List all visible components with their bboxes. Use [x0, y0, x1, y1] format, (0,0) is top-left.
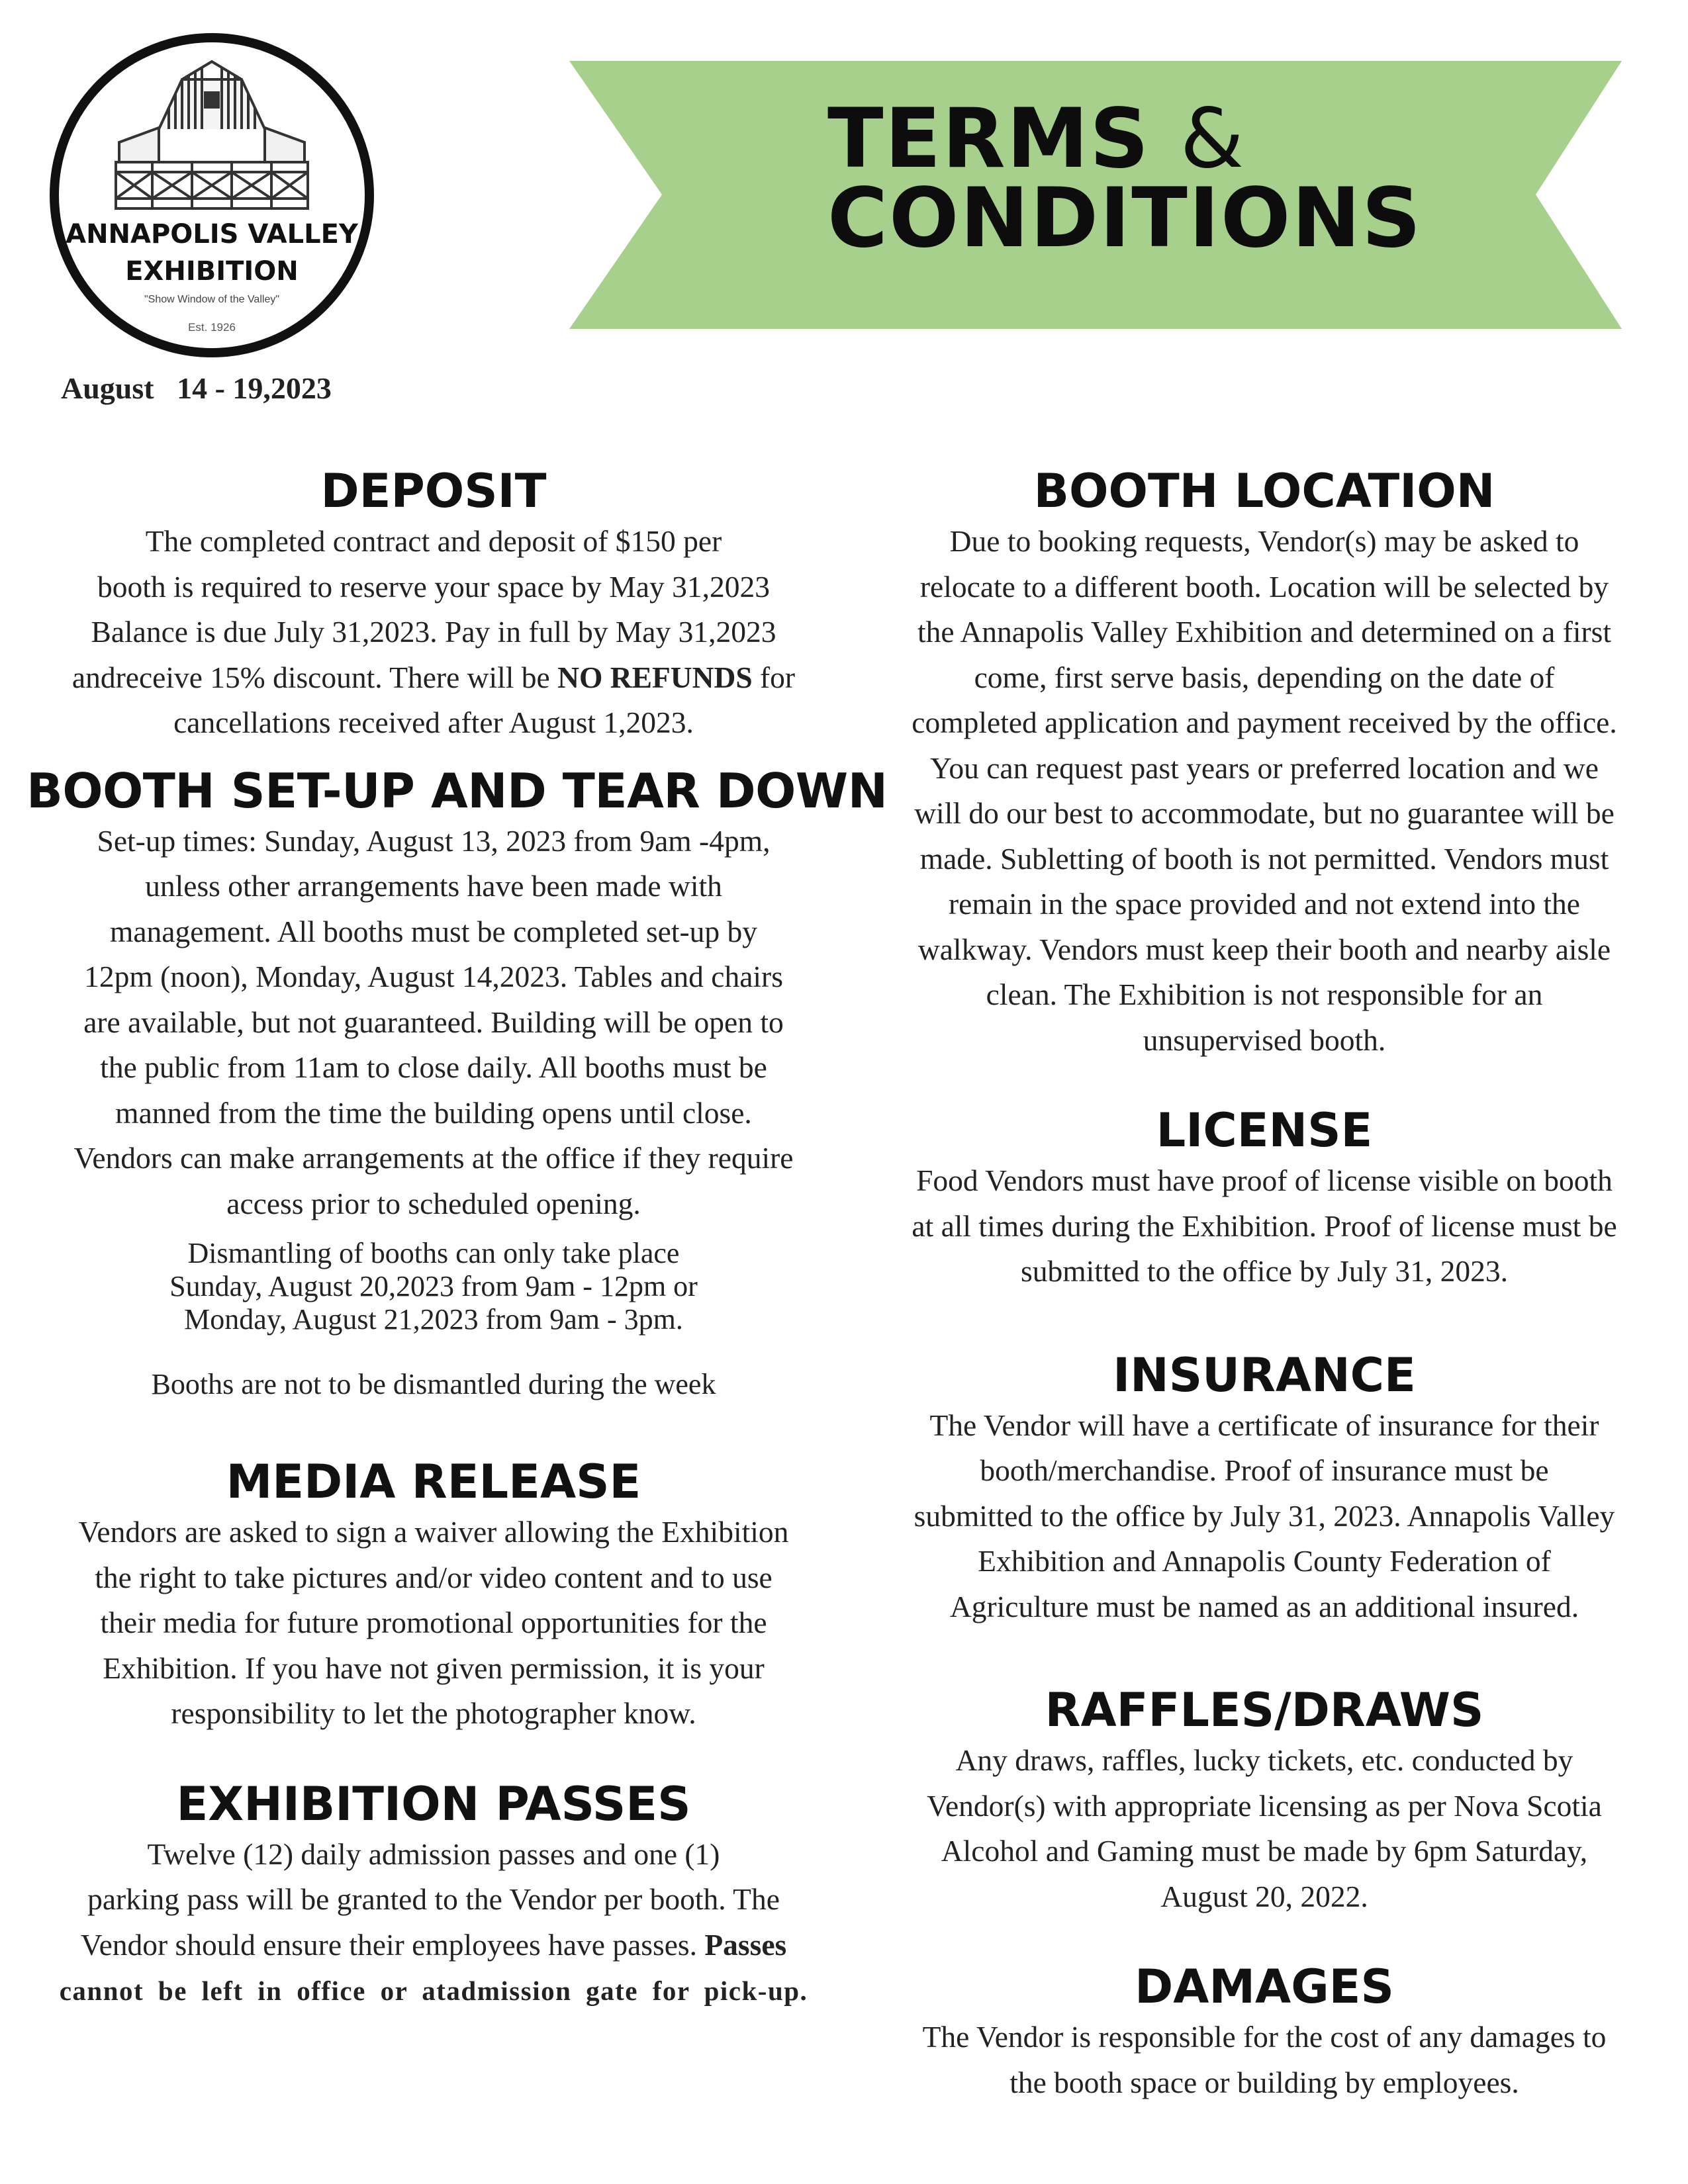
text-line: submitted to the office by July 31, 2023.: [1021, 1254, 1508, 1288]
text-line: relocate to a different booth. Location will be selected by: [919, 569, 1609, 604]
section-exhibition-passes: [26, 1776, 841, 2014]
text-line: Balance is due July 31,2023. Pay in full by May 31,2023: [91, 615, 776, 649]
text-line: Alcohol and Gaming must be made by 6pm Saturday,: [941, 1834, 1588, 1868]
text-line: manned from the time the building opens until close.: [115, 1095, 752, 1130]
title-ampersand: &: [1180, 91, 1246, 187]
text-line: The Vendor is responsible for the cost of any damages to: [922, 2020, 1607, 2054]
text-line: cancellations received after August 1,2023.: [173, 705, 694, 739]
event-dates: August 14 - 19,2023: [61, 371, 332, 405]
passes-emphasis: Passes: [704, 1927, 787, 1962]
section-title-raffles-draws: RAFFLES/DRAWS: [1045, 1683, 1484, 1737]
section-body-setup: [26, 819, 841, 1227]
text-line: the right to take pictures and/or video content and to use: [95, 1560, 773, 1594]
text-line: andreceive 15% discount. There will be: [71, 660, 558, 694]
logo-tagline: "Show Window of the Valley": [144, 294, 280, 305]
text-line: The Vendor will have a certificate of insurance for their: [929, 1408, 1599, 1442]
text-line: walkway. Vendors must keep their booth and nearby aisle: [917, 932, 1611, 966]
section-title-media-release: MEDIA RELEASE: [226, 1455, 641, 1509]
left-column: [26, 463, 888, 2014]
section-title-deposit: DEPOSIT: [320, 464, 547, 518]
text-line: for: [752, 660, 796, 694]
text-line: Exhibition. If you have not given permission, it is your: [103, 1651, 765, 1685]
section-title-insurance: INSURANCE: [1113, 1347, 1416, 1402]
no-refunds-emphasis: NO REFUNDS: [557, 660, 753, 694]
section-body-raffles-draws: [867, 1738, 1662, 1919]
logo-name-line1: ANNAPOLIS VALLEY: [66, 219, 358, 250]
section-setup: [26, 762, 888, 1402]
text-line: the booth space or building by employees.: [1009, 2065, 1519, 2099]
text-line: at all times during the Exhibition. Proof of license must be: [912, 1208, 1617, 1243]
section-body-deposit: [26, 519, 841, 746]
text-line: Set-up times: Sunday, August 13, 2023 from 9am -4pm,: [97, 823, 771, 858]
section-raffles-draws: [867, 1682, 1662, 1919]
text-line: Agriculture must be named as an additional insured.: [949, 1589, 1579, 1623]
text-line: remain in the space provided and not extend into the: [949, 887, 1580, 921]
section-booth-location: [867, 463, 1662, 1063]
text-line: clean. The Exhibition is not responsible for an: [986, 978, 1543, 1011]
text-line: Any draws, raffles, lucky tickets, etc. conducted by: [955, 1743, 1573, 1777]
text-line: Exhibition and Annapolis County Federation of: [978, 1544, 1551, 1578]
section-damages: [867, 1959, 1662, 2105]
text-line: management. All booths must be completed set-up by: [109, 914, 758, 948]
text-line: You can request past years or preferred location and we: [930, 751, 1599, 785]
section-title-setup: BOOTH SET-UP AND TEAR DOWN: [26, 762, 888, 819]
text-line: unless other arrangements have been made with: [145, 869, 722, 903]
section-body-license: [867, 1158, 1662, 1295]
text-line: the public from 11am to close daily. All booths must be: [100, 1050, 767, 1084]
text-line: Monday, August 21,2023 from 9am - 3pm.: [184, 1303, 683, 1336]
section-license: [867, 1103, 1662, 1295]
section-deposit: [26, 463, 841, 746]
dismantle-note: [26, 1237, 841, 1336]
text-line: Sunday, August 20,2023 from 9am - 12pm or: [169, 1270, 698, 1302]
text-line: their media for future promotional opportunities for the: [100, 1606, 767, 1639]
text-line: Dismantling of booths can only take place: [187, 1237, 680, 1269]
text-line: come, first serve basis, depending on the date of: [974, 660, 1555, 694]
text-line: made. Subletting of booth is not permitted. Vendors must: [919, 841, 1609, 876]
passes-pickup-emphasis: cannot be left in office or atadmission gate for pick-up.: [59, 1976, 808, 2006]
text-line: the Annapolis Valley Exhibition and determined on a first: [917, 615, 1611, 649]
text-line: Vendors can make arrangements at the office if they require: [73, 1141, 794, 1175]
text-line: August 20, 2022.: [1160, 1879, 1368, 1913]
text-line: will do our best to accommodate, but no guarantee will be: [914, 796, 1615, 830]
section-title-license: LICENSE: [1156, 1103, 1373, 1158]
text-line: Food Vendors must have proof of license visible on booth: [916, 1163, 1613, 1197]
text-line: parking pass will be granted to the Vendor per booth. The: [87, 1882, 780, 1916]
text-line: submitted to the office by July 31, 2023. Annapolis Valley: [914, 1498, 1615, 1533]
logo-name-line2: EXHIBITION: [125, 256, 299, 287]
text-line: Vendors are asked to sign a waiver allowing the Exhibition: [78, 1515, 789, 1549]
section-body-exhibition-passes: [26, 1832, 841, 2014]
right-column: [867, 463, 1662, 2105]
title-word-terms: TERMS: [827, 91, 1150, 187]
text-line: booth is required to reserve your space by May 31,2023: [97, 569, 770, 604]
logo-established: Est. 1926: [188, 321, 236, 334]
section-body-booth-location: [867, 519, 1662, 1063]
text-line: are available, but not guaranteed. Building will be open to: [83, 1005, 784, 1039]
section-title-booth-location: BOOTH LOCATION: [1033, 464, 1495, 518]
text-line: completed application and payment received by the office.: [912, 705, 1617, 739]
text-line: The completed contract and deposit of $150 per: [145, 524, 722, 558]
section-insurance: [867, 1347, 1662, 1630]
page-title: [827, 91, 1423, 266]
section-body-damages: [867, 2015, 1662, 2105]
text-line: Twelve (12) daily admission passes and one (1): [147, 1837, 720, 1871]
text-line: Vendor(s) with appropriate licensing as per Nova Scotia: [927, 1788, 1602, 1823]
text-line: Due to booking requests, Vendor(s) may be asked to: [949, 524, 1579, 558]
text-line: access prior to scheduled opening.: [226, 1186, 641, 1220]
section-title-exhibition-passes: EXHIBITION PASSES: [176, 1776, 691, 1831]
text-line: unsupervised booth.: [1143, 1023, 1386, 1057]
week-dismantle-note: Booths are not to be dismantled during the week: [151, 1368, 716, 1400]
text-line: 12pm (noon), Monday, August 14,2023. Tables and chairs: [84, 960, 783, 993]
section-media-release: [26, 1454, 841, 1737]
section-body-media-release: [26, 1510, 841, 1737]
text-line: Vendor should ensure their employees have passes.: [80, 1927, 705, 1962]
title-word-conditions: CONDITIONS: [827, 171, 1423, 266]
section-title-damages: DAMAGES: [1135, 1960, 1394, 2014]
text-line: responsibility to let the photographer know.: [171, 1696, 696, 1730]
section-body-insurance: [867, 1403, 1662, 1630]
exhibition-logo: [46, 30, 377, 361]
text-line: booth/merchandise. Proof of insurance must be: [980, 1453, 1549, 1487]
